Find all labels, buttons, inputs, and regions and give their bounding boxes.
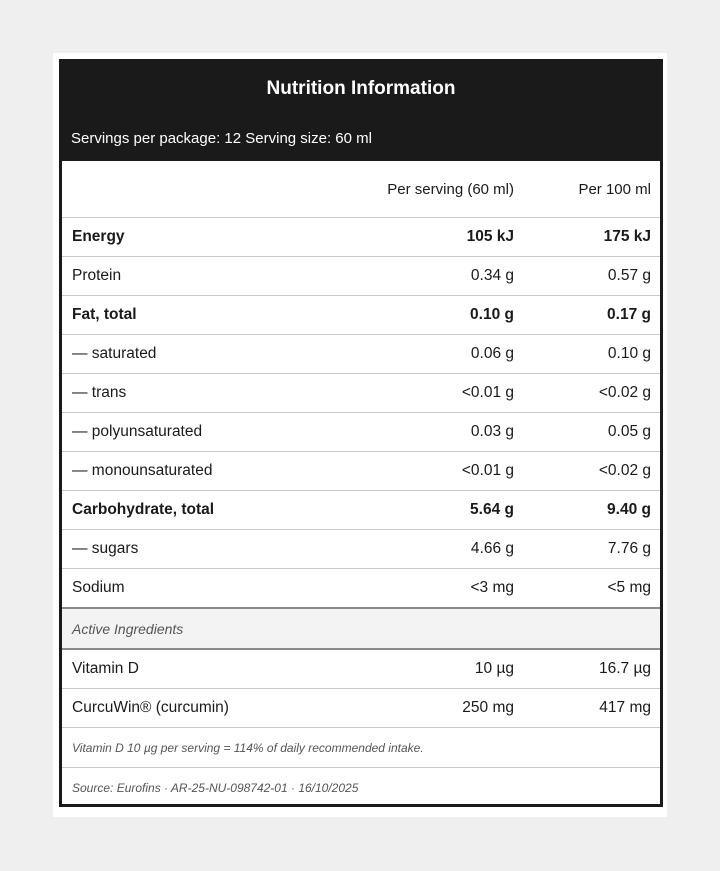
nutrient-per-serving: 0.03 g [372,413,527,452]
nutrient-row-polyunsaturated [62,413,660,452]
active-row-vitamin-d [62,649,660,689]
nutrient-per-100: 175 kJ [527,218,660,257]
active-per-serving: 10 µg [372,649,527,689]
nutrient-row-carbohydrate-total [62,491,660,530]
section-heading: Active Ingredients [62,608,660,649]
column-per-serving-header: Per serving (60 ml) [372,161,527,218]
nutrient-per-serving: 105 kJ [372,218,527,257]
source-row [62,768,660,808]
nutrient-per-serving: 5.64 g [372,491,527,530]
nutrient-per-serving: 4.66 g [372,530,527,569]
nutrient-row-sodium [62,569,660,609]
nutrient-per-100: 9.40 g [527,491,660,530]
active-ingredients-section [62,608,660,649]
nutrient-per-100: <0.02 g [527,452,660,491]
nutrient-name: — sugars [62,530,372,569]
active-per-serving: 250 mg [372,689,527,728]
active-name: CurcuWin® (curcumin) [62,689,372,728]
nutrient-name: Protein [62,257,372,296]
panel-title: Nutrition Information [266,78,456,99]
nutrient-name: — polyunsaturated [62,413,372,452]
active-per-100: 16.7 µg [527,649,660,689]
nutrient-per-100: 0.17 g [527,296,660,335]
column-label-header [62,161,372,218]
active-name: Vitamin D [62,649,372,689]
footnote-row [62,728,660,768]
servings-info: Servings per package: 12 Serving size: 60 ml [71,130,372,147]
nutrient-per-serving: <3 mg [372,569,527,609]
nutrient-per-serving: <0.01 g [372,374,527,413]
nutrient-per-100: 0.10 g [527,335,660,374]
active-row-curcuwin [62,689,660,728]
nutrition-table [62,161,660,807]
nutrient-name: — monounsaturated [62,452,372,491]
nutrient-per-serving: 0.10 g [372,296,527,335]
nutrient-per-100: <0.02 g [527,374,660,413]
nutrient-name: — saturated [62,335,372,374]
nutrient-name: — trans [62,374,372,413]
nutrient-per-100: 0.57 g [527,257,660,296]
column-header-row [62,161,660,218]
nutrient-per-100: 7.76 g [527,530,660,569]
nutrition-card [53,53,667,817]
nutrient-per-serving: 0.34 g [372,257,527,296]
column-per-100-header: Per 100 ml [527,161,660,218]
panel-header [62,62,660,161]
nutrient-name: Fat, total [62,296,372,335]
nutrient-row-sugars [62,530,660,569]
nutrient-per-serving: <0.01 g [372,452,527,491]
nutrient-per-serving: 0.06 g [372,335,527,374]
nutrient-row-fat-total [62,296,660,335]
nutrient-name: Sodium [62,569,372,609]
nutrient-per-100: 0.05 g [527,413,660,452]
nutrition-panel [59,59,663,807]
nutrient-name: Carbohydrate, total [62,491,372,530]
footnote: Vitamin D 10 µg per serving = 114% of daily recommended intake. [62,728,660,768]
nutrient-per-100: <5 mg [527,569,660,609]
nutrient-name: Energy [62,218,372,257]
nutrient-row-saturated [62,335,660,374]
nutrient-row-trans [62,374,660,413]
nutrient-row-protein [62,257,660,296]
nutrient-row-monounsaturated [62,452,660,491]
nutrient-row-energy [62,218,660,257]
source-note: Source: Eurofins · AR-25-NU-098742-01 · 16/10/2025 [72,780,359,795]
active-per-100: 417 mg [527,689,660,728]
